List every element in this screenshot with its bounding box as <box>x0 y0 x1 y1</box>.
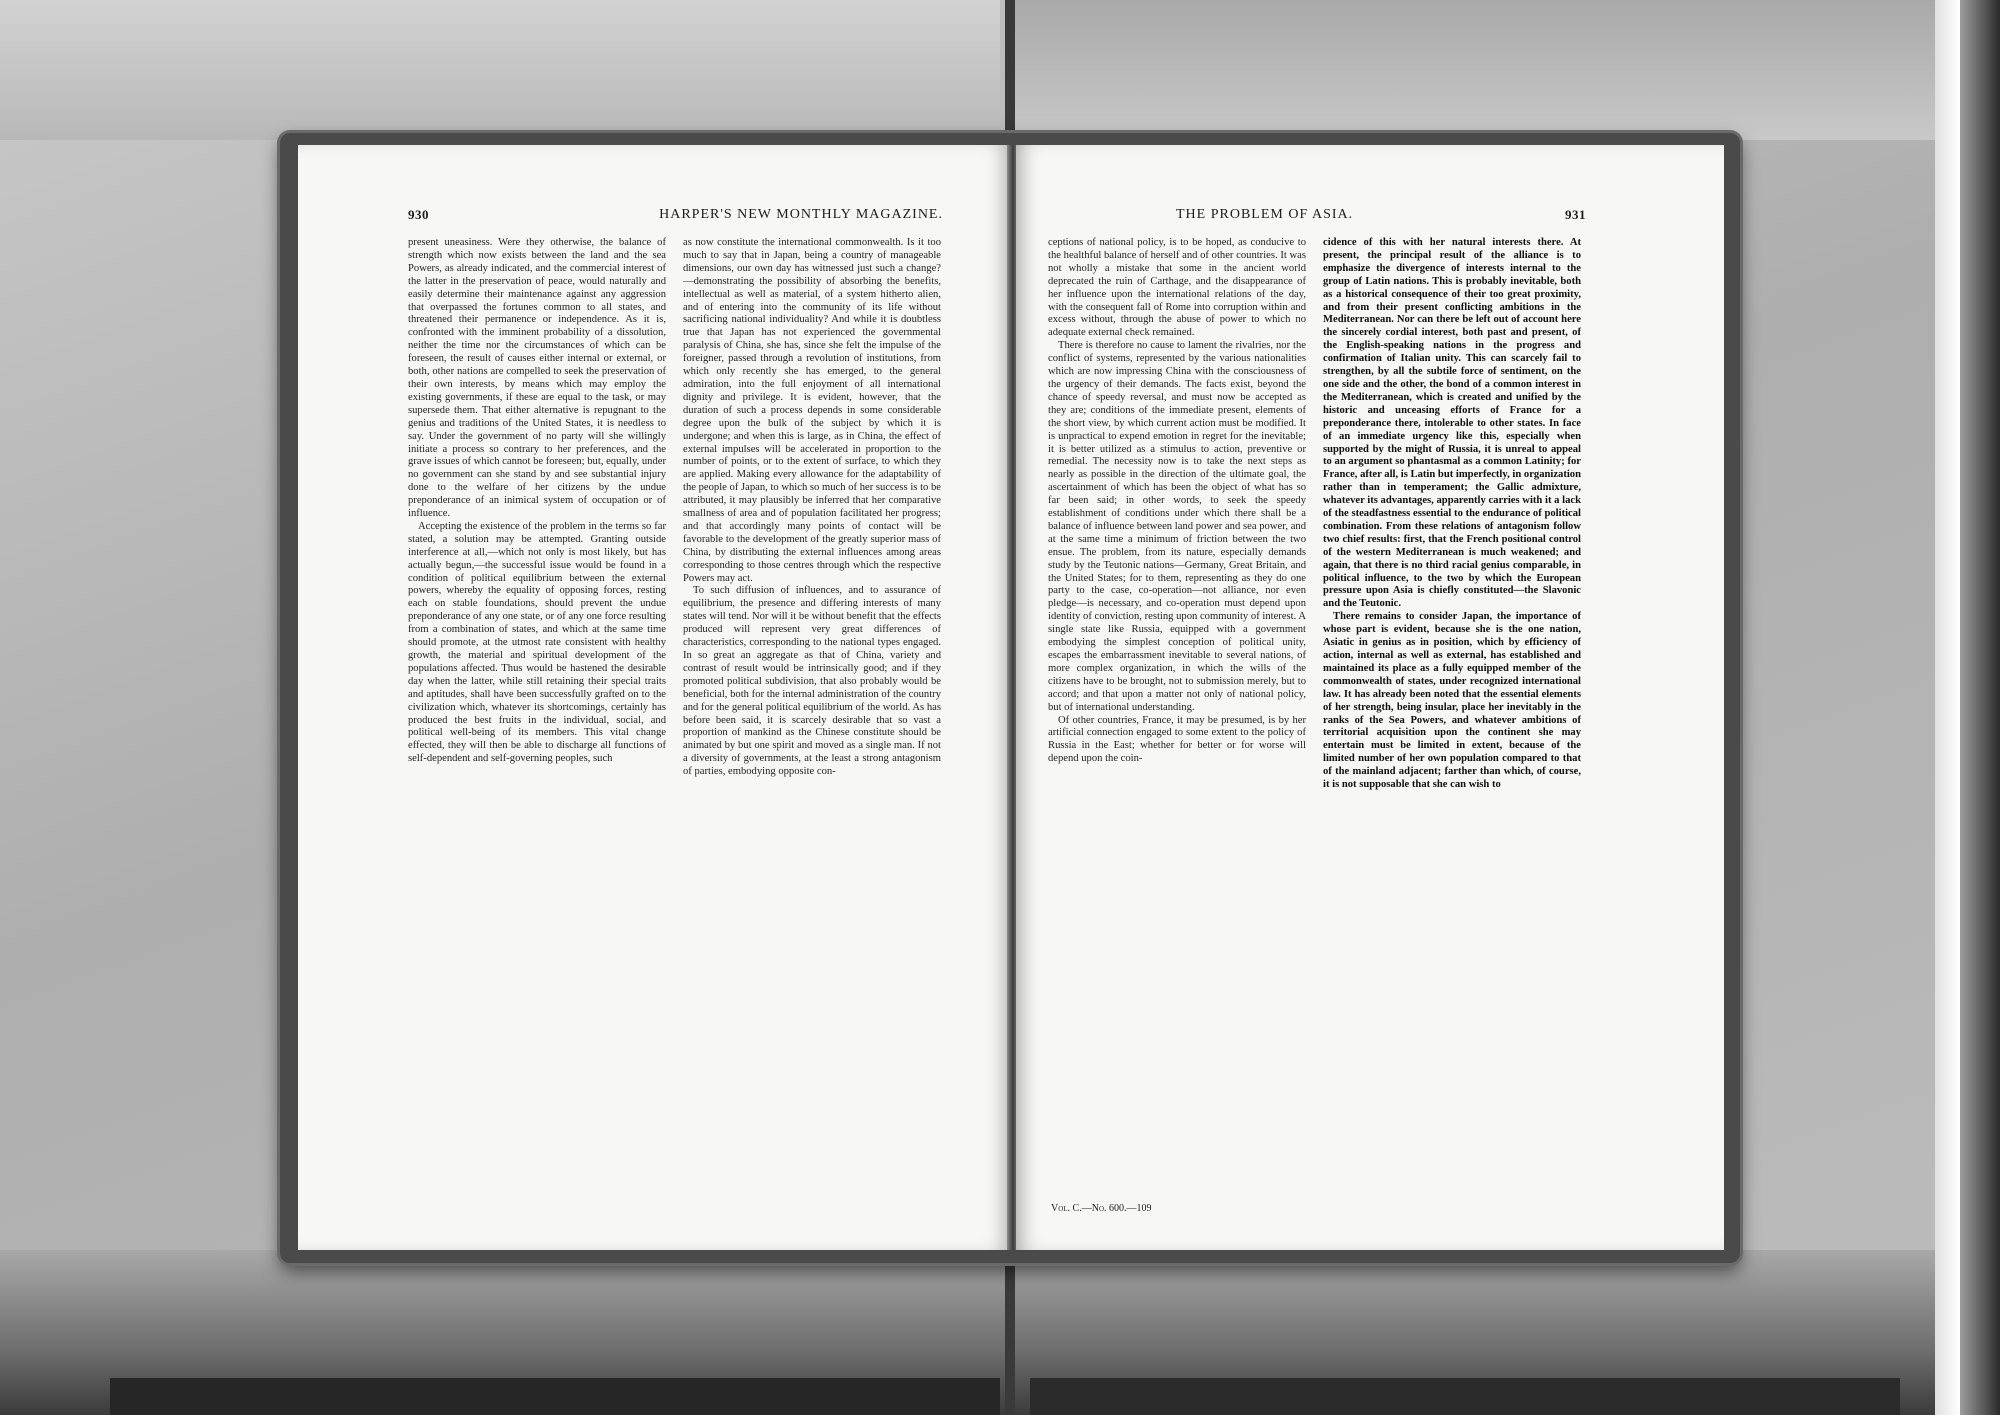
open-magazine <box>280 133 1740 1263</box>
right-column-1 <box>1048 237 1306 1192</box>
paragraph: cidence of this with her natural interests there. At present, the principal result of the alliance is to emphasize the divergence of interests internal to the group of Latin nations. This is probably inevitable, both as a historical consequence of their too great proximity, and from their present conflicting ambitions in the Mediterranean. Nor can there be left out of account here the sincerely cordial interest, both past and present, of the English-speaking nations in the progress and confirmation of Italian unity. This can scarcely fail to strengthen, by all the subtile force of sentiment, on the one side and the other, the bond of a common interest in the Mediterranean, which is created and unified by the historic and unceasing efforts of France for a preponderance there, intolerable to other states. In face of an immediate urgency like this, especially when supported by the might of Russia, it is unreal to appeal to an argument so phantasmal as a common Latinity; for France, after all, is Latin but imperfectly, in organization rather than in temperament; the Gallic admixture, whatever its advantages, apparently carries with it a lack of the steadfastness essential to the endurance of political combination. From these relations of antagonism follow two chief results: first, that the French positional control of the western Mediterranean is much weakened; and again, that there is no third racial genius comparable, in political influence, to the two by which the European pressure upon Asia is chiefly constituted—the Slavonic and the Teutonic. <box>1323 237 1581 610</box>
paragraph: To such diffusion of influences, and to assurance of equilibrium, the presence and differing interests of many states will tend. Nor will it be without benefit that the effects produced will represent very great differences of characteristics, corresponding to the national types engaged. In so great an aggregate as that of China, variety and contrast of result would be intrinsically good; and if they promoted political subdivision, that also probably would be beneficial, both for the internal administration of the country and for the general political equilibrium of the world. As has before been said, it is scarcely desirable that so vast a proportion of mankind as the Chinese constitute should be animated by but one spirit and moved as a single man. If not a diversity of governments, at the least a strong antagonism of parties, embodying opposite con- <box>683 585 941 778</box>
paragraph: present uneasiness. Were they otherwise, the balance of strength which now exists between the land and the sea Powers, as already indicated, and the commercial interest of the latter in the preservation of peace, would naturally and easily determine their maintenance against any aggression that overpassed the fortunes common to all states, and threatened their permanence or independence. As it is, confronted with the imminent probability of a dissolution, neither the time nor the circumstances of which can be foreseen, the result of causes either internal or external, or both, other nations are compelled to seek the preservation of their own interests, by means which may employ the existing governments, if these are equal to the task, or may supersede them. That either alternative is repugnant to the genius and traditions of the United States, it is needless to say. Under the government of no party will she willingly initiate a process so contrary to her preferences, and the grave issues of which cannot be foreseen; but, equally, under no government can she stand by and see substantial injury done to the welfare of her citizens by the undue preponderance of an inimical system of occupation or of influence. <box>408 237 666 520</box>
left-page <box>298 145 1010 1250</box>
paragraph: There remains to consider Japan, the importance of whose part is evident, because she is the one nation, Asiatic in genius as in position, which by efficiency of action, internal as well as external, has established and maintained its place as a fully equipped member of the commonwealth of states, under recognized international law. It has already been noted that the essential elements of her strength, being insular, place her inevitably in the ranks of the Sea Powers, and whatever ambitions of territorial acquisition upon the continent she may entertain must be limited in extent, because of the limited number of her own population compared to that of the mainland adjacent; farther than which, of course, it is not supposable that she can wish to <box>1323 611 1581 791</box>
background-surface-top-left <box>0 0 1000 140</box>
left-column-1 <box>408 237 666 1217</box>
left-running-head <box>408 205 943 225</box>
bottom-dark-band-right <box>1030 1378 1900 1415</box>
paragraph: as now constitute the international commonwealth. Is it too much to say that in Japan, being a country of manageable dimensions, our own day has witnessed just such a change?—demonstrating the possibility of absorbing the benefits, intellectual as well as material, of a system hitherto alien, and of entering into the community of its life without sacrificing national individuality? And while it is doubtless true that Japan has not experienced the governmental paralysis of China, she has, since she felt the impulse of the foreigner, passed through a revolution of institutions, from which only recently she has emerged, to the general admiration, into the full enjoyment of all international dignity and privilege. It is evident, however, that the duration of such a process depends in some considerable degree upon the bulk of the subject by which it is undergone; and when this is large, as in China, the effect of external impulses will be accelerated in proportion to the number of points, or to the extent of surface, to which they are applied. Making every allowance for the adaptability of the people of Japan, to which so much of her success is to be attributed, it may plausibly be inferred that her comparative smallness of area and of population facilitated her progress; and that accordingly many points of contact will be favorable to the development of the greatly superior mass of China, by distributing the external influences among areas corresponding to those centres through which the respective Powers may act. <box>683 237 941 584</box>
scanner-right-edge <box>1960 0 2000 1415</box>
left-page-number: 930 <box>408 207 429 222</box>
left-running-title: HARPER'S NEW MONTHLY MAGAZINE. <box>659 207 943 222</box>
left-column-2 <box>683 237 941 1217</box>
right-page <box>1016 145 1724 1250</box>
paragraph: ceptions of national policy, is to be hoped, as conducive to the healthful balance of herself and of other countries. It was not wholly a mistake that some in the ancient world deprecated the ruin of Carthage, and the disappearance of her influence upon the international relations of the day, with the consequent fall of Rome into corruption within and excess without, through the abuse of power to which no adequate external check remained. <box>1048 237 1306 339</box>
bottom-dark-band-left <box>110 1378 1000 1415</box>
right-column-2 <box>1323 237 1581 1217</box>
signature-line: Vol. C.—No. 600.—109 <box>1051 1203 1152 1214</box>
paragraph: Of other countries, France, it may be presumed, is by her artificial connection engaged to some extent to the policy of Russia in the East; whether for better or for worse will depend upon the coin- <box>1048 714 1306 765</box>
right-page-number: 931 <box>1565 207 1586 222</box>
scanner-white-edge <box>1935 0 1960 1415</box>
right-running-head <box>1046 205 1586 225</box>
background-surface-top-right <box>1015 0 2000 140</box>
paragraph: There is therefore no cause to lament the rivalries, nor the conflict of systems, represented by the various nationalities which are now impressing China with the consciousness of the urgency of their demands. The facts exist, beyond the chance of speedy reversal, and must now be accepted as they are; conditions of the immediate present, elements of the short view, by which current action must be modified. It is unpractical to expend emotion in regret for the inevitable; it is better utilized as a stimulus to action, preventive or remedial. The necessity now is to take the next steps as nearly as possible in the direction of the ultimate goal, the ascertainment of which has been the object of what has so far been said; in other words, to seek the speedy establishment of conditions under which there shall be a balance of influence between land power and sea power, and at the same time a minimum of friction between the two ensue. The problem, from its nature, especially demands study by the Teutonic nations—Germany, Great Britain, and the United States; for to them, representing as they do one party to the case, co-operation—not alliance, nor even pledge—is necessary, and co-operation must depend upon identity of conviction, resting upon community of interest. A single state like Russia, equipped with a government embodying the simplest conception of political unity, escapes the embarrassment inevitable to several nations, of more complex organization, in which the wills of the citizens have to be brought, not to submission merely, but to accord; and that upon a matter not only of national policy, but of international understanding. <box>1048 340 1306 713</box>
paragraph: Accepting the existence of the problem in the terms so far stated, a solution may be attempted. Granting outside interference at all,—which not only is most likely, but has actually begun,—the successful issue would be found in a condition of political equilibrium between the external powers, whereby the equality of opposing forces, resting each on stable foundations, should prevent the undue preponderance of any one state, or of any one force resulting from a combination of states, and which at the same time should promote, at the utmost rate consistent with healthy growth, the material and spiritual development of the populations affected. Thus would be hastened the desirable day when the latter, while still retaining their special traits and aptitudes, shall have been successfully grafted on to the civilization which, whatever its shortcomings, certainly has produced the best fruits in the individual, social, and political well-being of its members. This vital change effected, they will then be able to discharge all functions of self-dependent and self-governing peoples, such <box>408 520 666 765</box>
right-running-title: THE PROBLEM OF ASIA. <box>1176 207 1354 222</box>
